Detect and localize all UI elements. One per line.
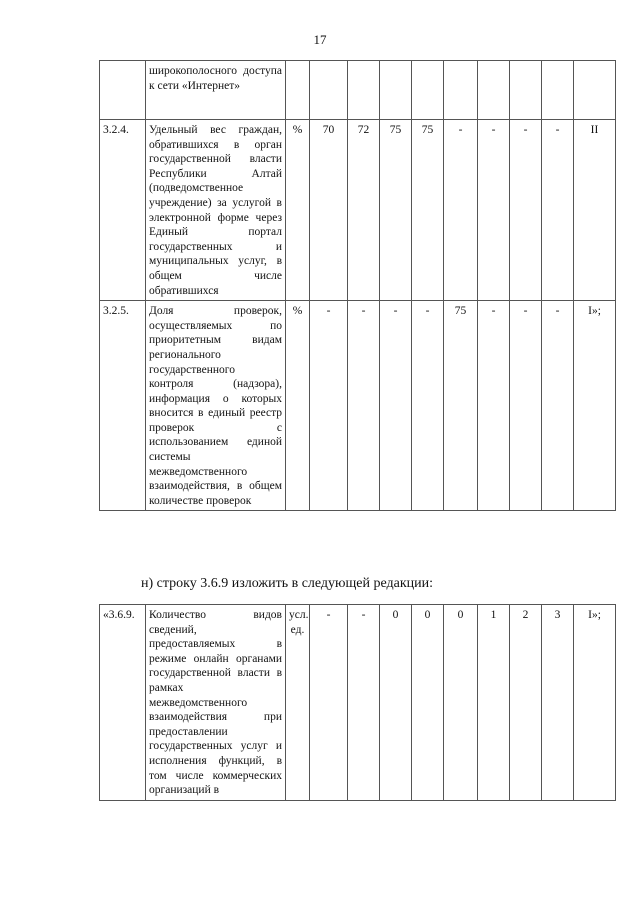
unit-cell bbox=[286, 61, 310, 120]
indicator-name: Доля проверок, осуществляемых по приоритетным видам регионального государственного контроля (надзора), информация о которых вносится в единый реестр проверок с использованием единой системы межведомственного взаимодействия, в общем количестве проверок bbox=[146, 301, 286, 511]
value-cell bbox=[542, 61, 574, 120]
value-cell: - bbox=[310, 301, 348, 511]
indicators-table bbox=[99, 60, 616, 511]
value-cell: 75 bbox=[444, 301, 478, 511]
value-cell: - bbox=[348, 605, 380, 801]
value-cell: 3 bbox=[542, 605, 574, 801]
table-row bbox=[100, 61, 616, 120]
end-cell: II bbox=[574, 120, 616, 301]
value-cell: - bbox=[348, 301, 380, 511]
value-cell bbox=[412, 61, 444, 120]
value-cell: 0 bbox=[412, 605, 444, 801]
value-cell bbox=[510, 61, 542, 120]
row-number bbox=[100, 61, 146, 120]
value-cell: - bbox=[310, 605, 348, 801]
value-cell: 1 bbox=[478, 605, 510, 801]
value-cell: - bbox=[380, 301, 412, 511]
value-cell: 75 bbox=[380, 120, 412, 301]
value-cell: - bbox=[412, 301, 444, 511]
table-row bbox=[100, 605, 616, 801]
value-cell: 2 bbox=[510, 605, 542, 801]
page-number: 17 bbox=[313, 32, 327, 47]
value-cell: - bbox=[478, 301, 510, 511]
end-cell: I»; bbox=[574, 605, 616, 801]
value-cell: 0 bbox=[380, 605, 412, 801]
unit-cell: усл. ед. bbox=[286, 605, 310, 801]
value-cell bbox=[310, 61, 348, 120]
row-number: «3.6.9. bbox=[100, 605, 146, 801]
value-cell bbox=[348, 61, 380, 120]
value-cell: - bbox=[542, 120, 574, 301]
end-cell bbox=[574, 61, 616, 120]
replacement-table bbox=[99, 604, 616, 801]
value-cell bbox=[478, 61, 510, 120]
row-number: 3.2.4. bbox=[100, 120, 146, 301]
table-row bbox=[100, 301, 616, 511]
end-cell: I»; bbox=[574, 301, 616, 511]
value-cell: 72 bbox=[348, 120, 380, 301]
indicator-name: Удельный вес граждан, обратившихся в орган государственной власти Республики Алтай (подведомственное учреждение) за услугой в электронной форме через Единый портал государственных и муниципальных услуг, в общем числе обратившихся bbox=[146, 120, 286, 301]
table-row bbox=[100, 120, 616, 301]
value-cell: - bbox=[542, 301, 574, 511]
value-cell: - bbox=[510, 301, 542, 511]
value-cell: - bbox=[444, 120, 478, 301]
value-cell: - bbox=[510, 120, 542, 301]
unit-cell: % bbox=[286, 301, 310, 511]
row-number: 3.2.5. bbox=[100, 301, 146, 511]
unit-cell: % bbox=[286, 120, 310, 301]
indicator-name: широкополосного доступа к сети «Интернет» bbox=[146, 61, 286, 120]
indicator-name: Количество видов сведений, предоставляемых в режиме онлайн органами государственной власти в рамках межведомственного взаимодействия при предоставлении государственных услуг и исполнения функций, в том числе коммерческих организаций в bbox=[146, 605, 286, 801]
value-cell: - bbox=[478, 120, 510, 301]
value-cell bbox=[444, 61, 478, 120]
value-cell: 70 bbox=[310, 120, 348, 301]
value-cell bbox=[380, 61, 412, 120]
section-heading: н) строку 3.6.9 изложить в следующей редакции: bbox=[141, 576, 434, 591]
value-cell: 0 bbox=[444, 605, 478, 801]
value-cell: 75 bbox=[412, 120, 444, 301]
